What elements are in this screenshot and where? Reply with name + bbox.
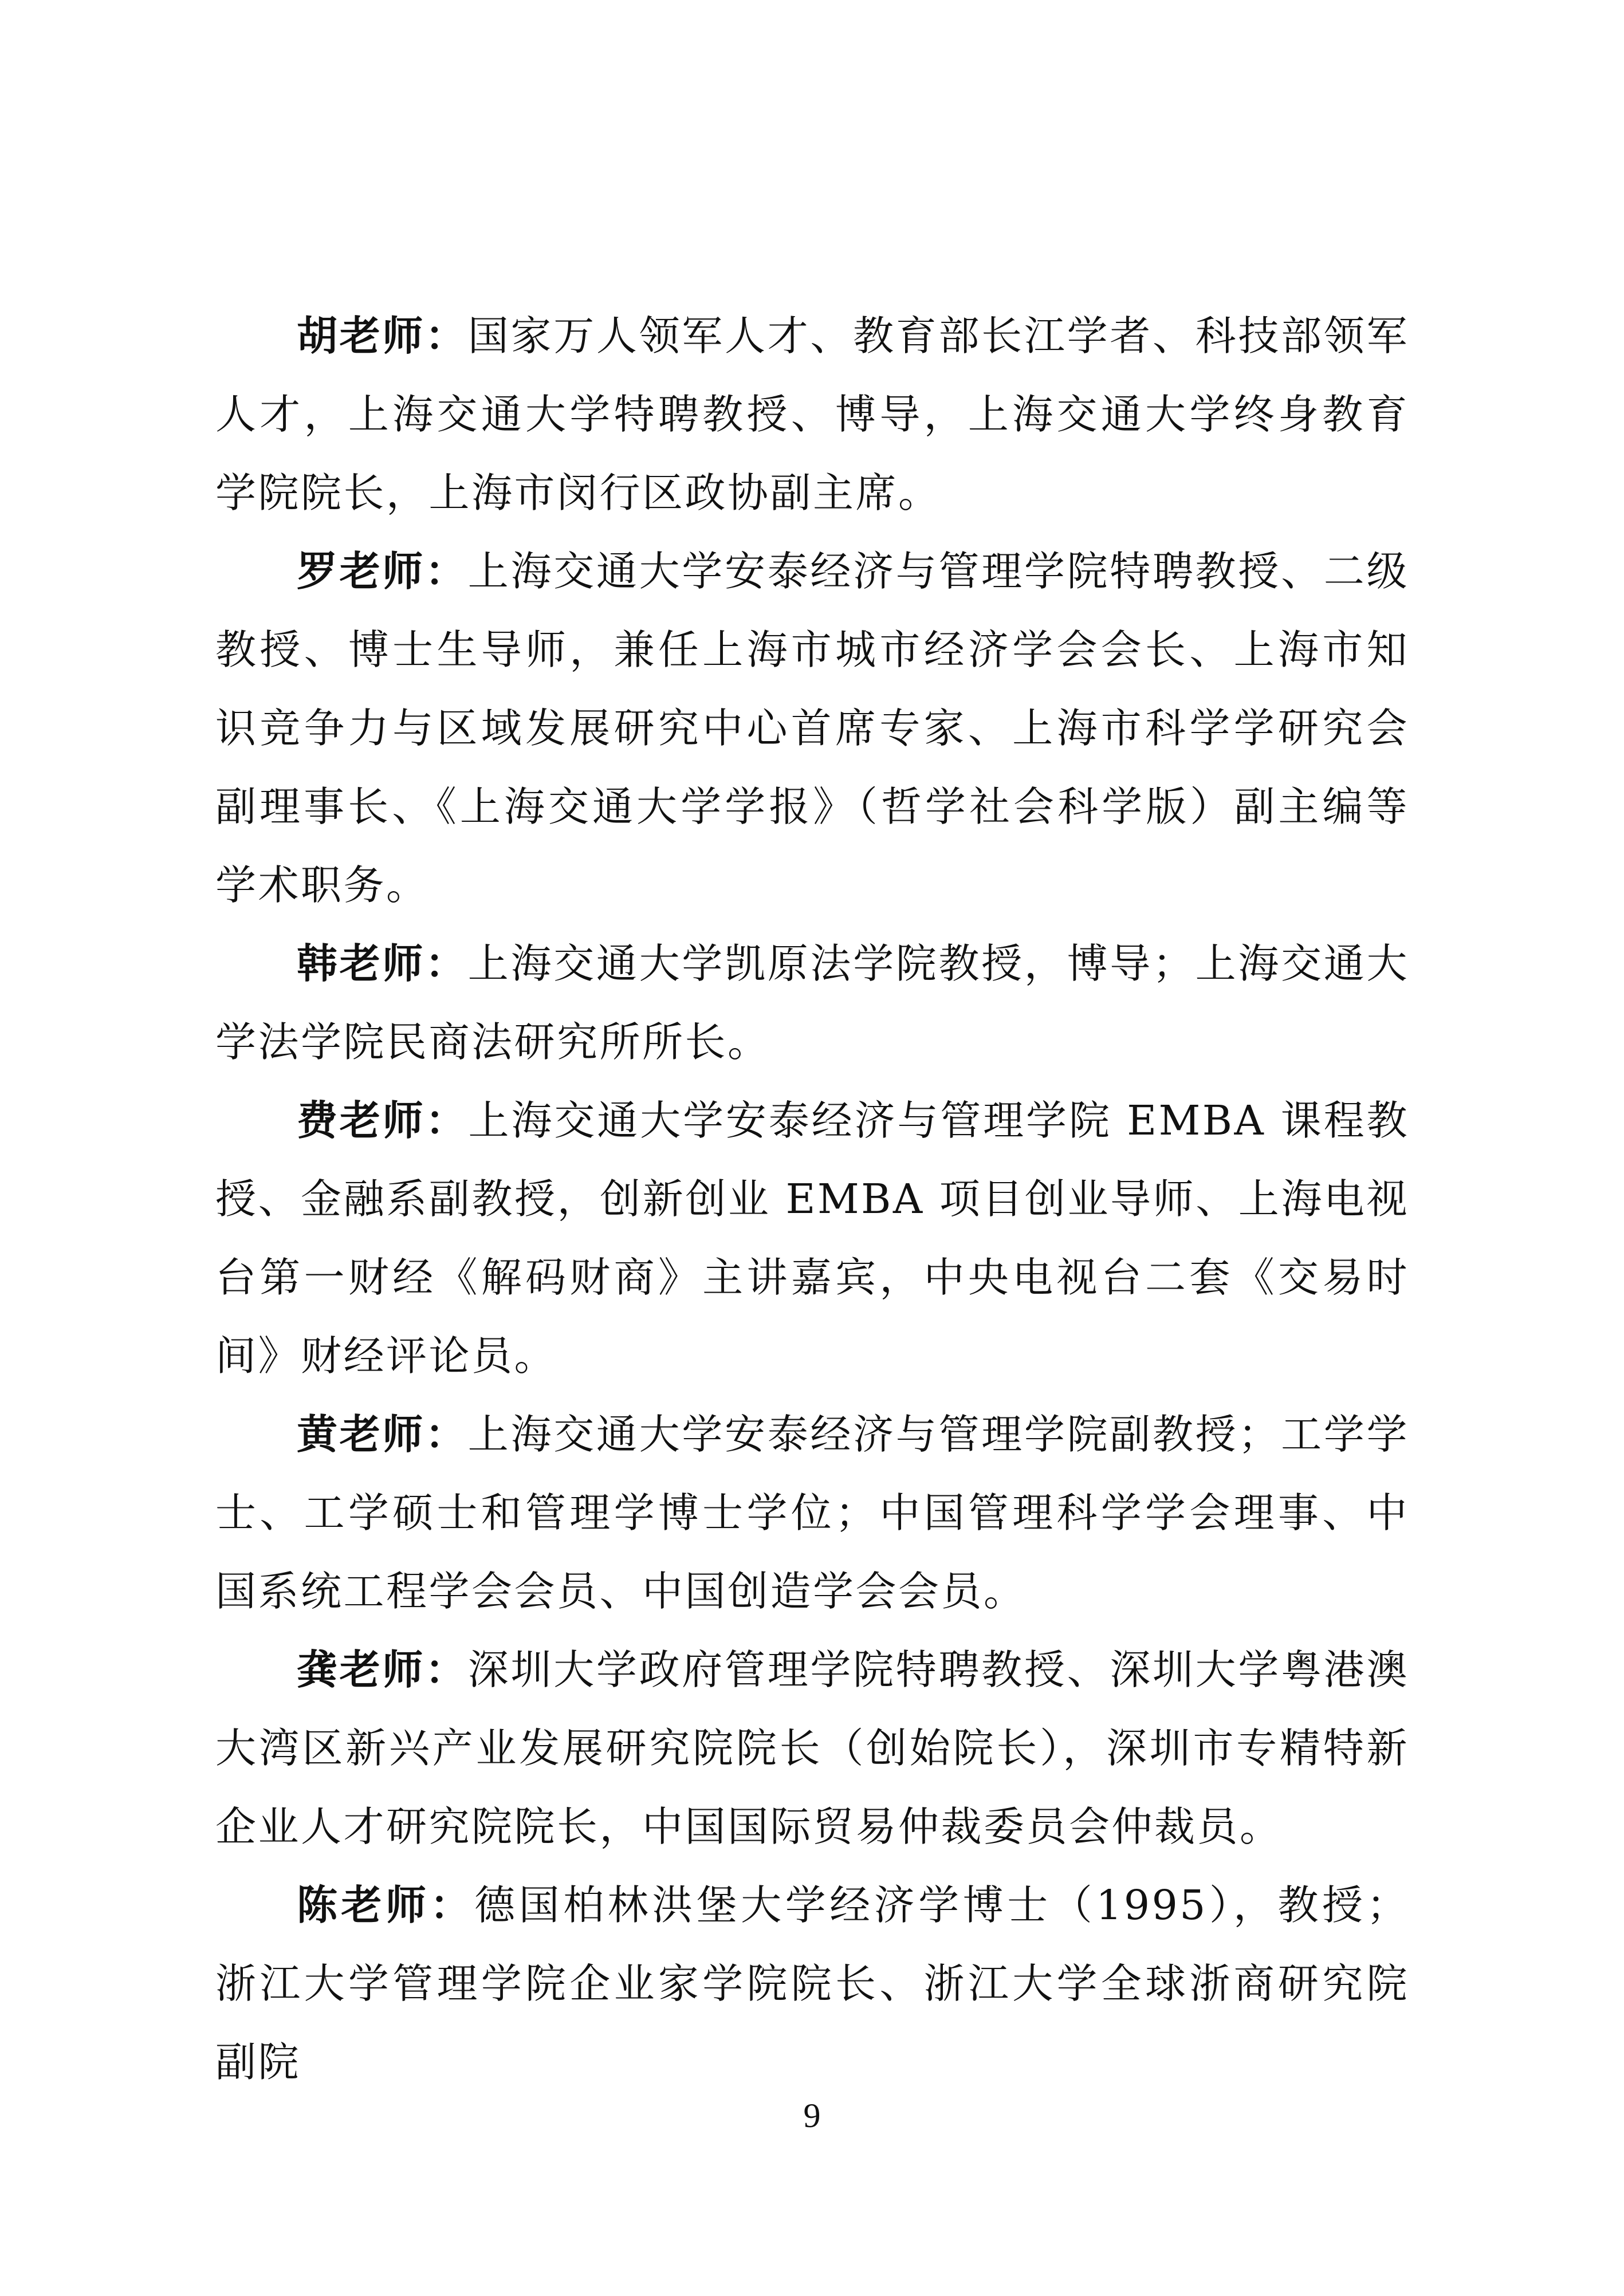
teacher-bio: 深圳大学政府管理学院特聘教授、深圳大学粤港澳大湾区新兴产业发展研究院院长（创始院长），深圳市专精特新企业人才研究院院长，中国国际贸易仲裁委员会仲裁员。 [215, 1646, 1409, 1850]
teacher-bio: 上海交通大学安泰经济与管理学院副教授；工学学士、工学硕士和管理学博士学位；中国管理科学学会理事、中国系统工程学会会员、中国创造学会会员。 [215, 1411, 1409, 1615]
paragraph-han [215, 924, 1409, 1081]
page-number: 9 [803, 2097, 821, 2134]
teacher-bio: 国家万人领军人才、教育部长江学者、科技部领军人才，上海交通大学特聘教授、博导，上海交通大学终身教育学院院长，上海市闵行区政协副主席。 [215, 312, 1409, 517]
teacher-bio: 上海交通大学安泰经济与管理学院 EMBA 课程教授、金融系副教授，创新创业 EMBA 项目创业导师、上海电视台第一财经《解码财商》主讲嘉宾，中央电视台二套《交易时间》财经评论员。 [215, 1097, 1409, 1380]
paragraph-luo [215, 532, 1409, 924]
paragraph-gong [215, 1631, 1409, 1866]
document-body [215, 297, 1409, 2101]
teacher-bio: 上海交通大学凯原法学院教授，博导；上海交通大学法学院民商法研究所所长。 [215, 940, 1409, 1066]
teacher-name: 罗老师： [297, 548, 468, 595]
teacher-name: 胡老师： [297, 312, 468, 360]
teacher-bio: 上海交通大学安泰经济与管理学院特聘教授、二级教授、博士生导师，兼任上海市城市经济学会会长、上海市知识竞争力与区域发展研究中心首席专家、上海市科学学研究会副理事长、《上海交通大学学报》（哲学社会科学版）副主编等学术职务。 [215, 548, 1409, 909]
teacher-name: 费老师： [297, 1097, 469, 1144]
paragraph-fei [215, 1081, 1409, 1395]
teacher-bio: 德国柏林洪堡大学经济学博士（1995），教授；浙江大学管理学院企业家学院院长、浙江大学全球浙商研究院副院 [215, 1881, 1409, 2086]
paragraph-hu [215, 297, 1409, 532]
teacher-name: 陈老师： [297, 1881, 475, 1929]
paragraph-chen [215, 1866, 1409, 2101]
teacher-name: 黄老师： [297, 1411, 468, 1458]
paragraph-huang [215, 1395, 1409, 1631]
teacher-name: 龚老师： [297, 1646, 468, 1694]
teacher-name: 韩老师： [297, 940, 468, 987]
